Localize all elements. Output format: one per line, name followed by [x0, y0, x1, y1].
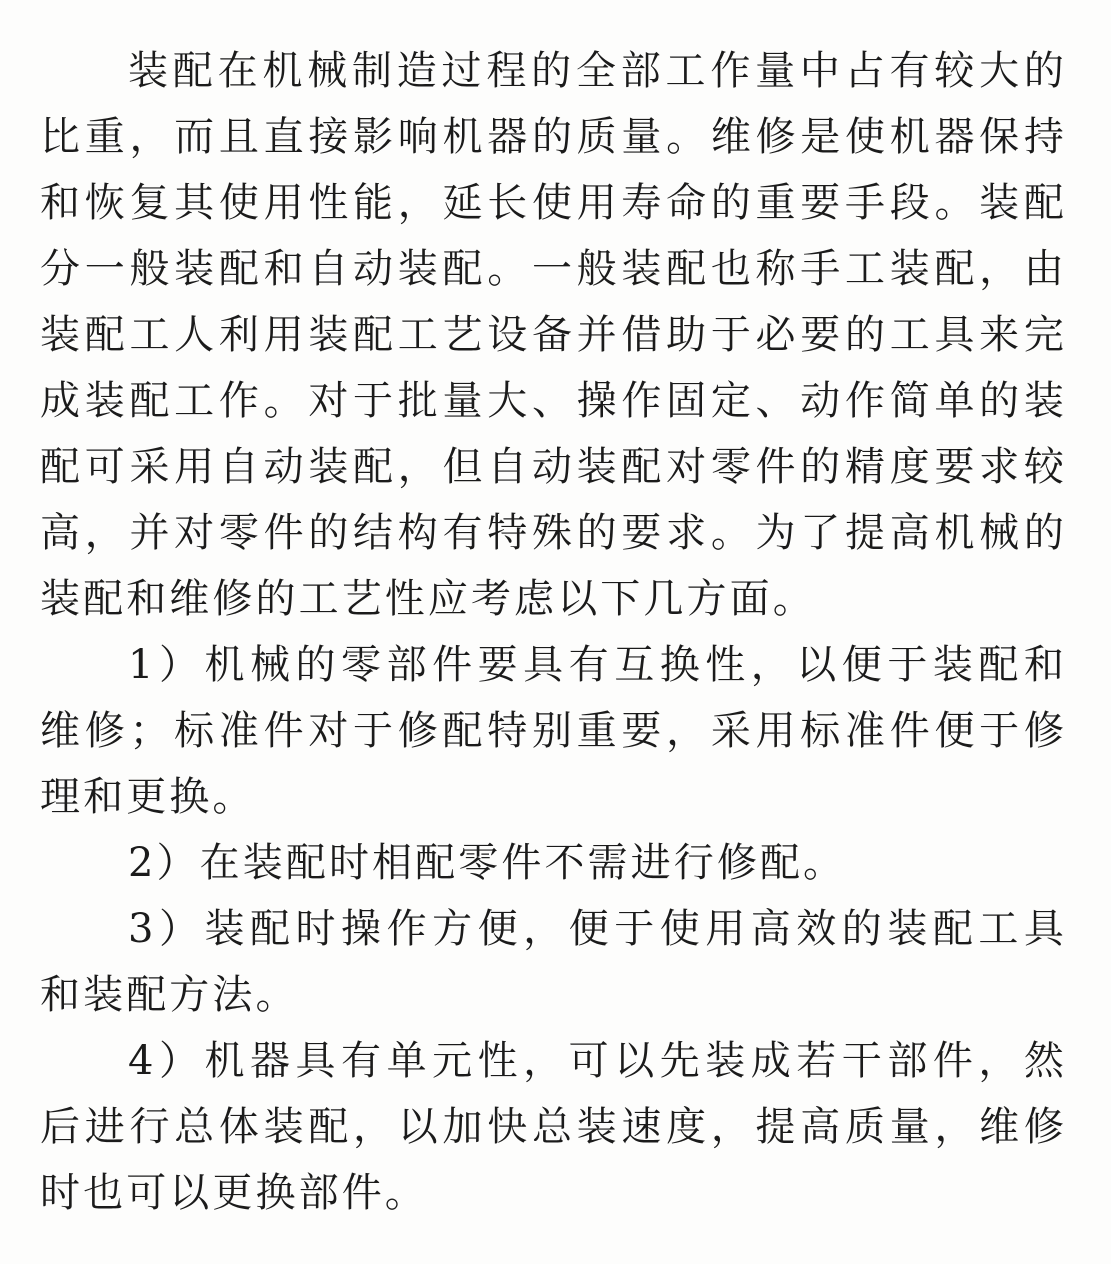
text-line: 理和更换。	[40, 774, 256, 820]
paragraph-intro	[40, 38, 1067, 632]
text-line: 配可采用自动装配，但自动装配对零件的精度要求较	[40, 444, 1067, 490]
text-line: 装配和维修的工艺性应考虑以下几方面。	[40, 576, 816, 622]
text-line: 2）在装配时相配零件不需进行修配。	[128, 840, 847, 886]
paragraph-item-4	[40, 1028, 1067, 1226]
text-line: 3）装配时操作方便，便于使用高效的装配工具	[128, 906, 1067, 952]
text-line: 时也可以更换部件。	[40, 1170, 428, 1216]
text-line: 1）机械的零部件要具有互换性，以便于装配和	[128, 642, 1067, 688]
paragraph-item-1	[40, 632, 1067, 830]
text-line: 比重，而且直接影响机器的质量。维修是使机器保持	[40, 114, 1067, 160]
text-line: 装配在机械制造过程的全部工作量中占有较大的	[128, 48, 1067, 94]
text-line: 和装配方法。	[40, 972, 299, 1018]
paragraph-item-3	[40, 896, 1067, 1028]
text-line: 成装配工作。对于批量大、操作固定、动作简单的装	[40, 378, 1067, 424]
text-line: 装配工人利用装配工艺设备并借助于必要的工具来完	[40, 312, 1067, 358]
text-line: 分一般装配和自动装配。一般装配也称手工装配，由	[40, 246, 1067, 292]
text-line: 和恢复其使用性能，延长使用寿命的重要手段。装配	[40, 180, 1067, 226]
text-line: 后进行总体装配，以加快总装速度，提高质量，维修	[40, 1104, 1067, 1150]
paragraph-item-2	[40, 830, 1067, 896]
text-line: 维修；标准件对于修配特别重要，采用标准件便于修	[40, 708, 1067, 754]
text-line: 高，并对零件的结构有特殊的要求。为了提高机械的	[40, 510, 1067, 556]
text-line: 4）机器具有单元性，可以先装成若干部件，然	[128, 1038, 1067, 1084]
